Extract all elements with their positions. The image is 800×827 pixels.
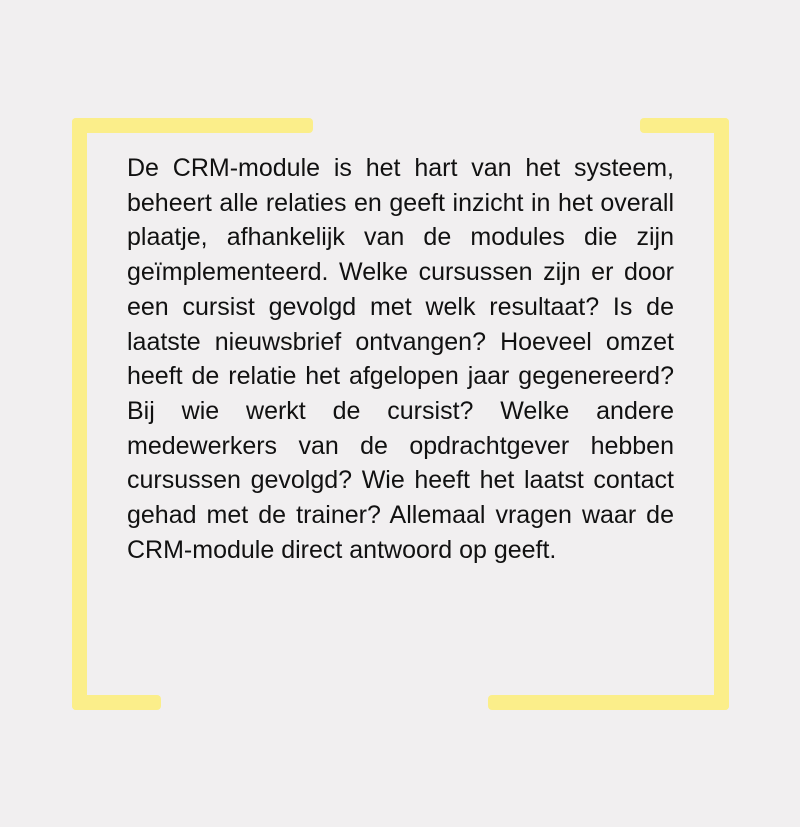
frame-top-left-bar [72, 118, 313, 133]
frame-right-bar [714, 118, 729, 710]
body-paragraph: De CRM-module is het hart van het systeem, beheert alle relaties en geeft inzicht in het overall plaatje, afhankelijk van de modules die zijn geïmplementeerd. Welke cursussen zijn er door een cursist gevolgd met welk resultaat? Is de laatste nieuwsbrief ontvangen? Hoeveel omzet heeft de relatie het afgelopen jaar gegenereerd? Bij wie werkt de cursist? Welke andere medewerkers van de opdrachtgever hebben cursussen gevolgd? Wie heeft het laatst contact gehad met de trainer? Allemaal vragen waar de CRM-module direct antwoord op geeft. [127, 154, 674, 564]
frame-bottom-right-bar [488, 695, 729, 710]
frame-left-bar [72, 118, 87, 710]
frame-bottom-left-bar [72, 695, 161, 710]
